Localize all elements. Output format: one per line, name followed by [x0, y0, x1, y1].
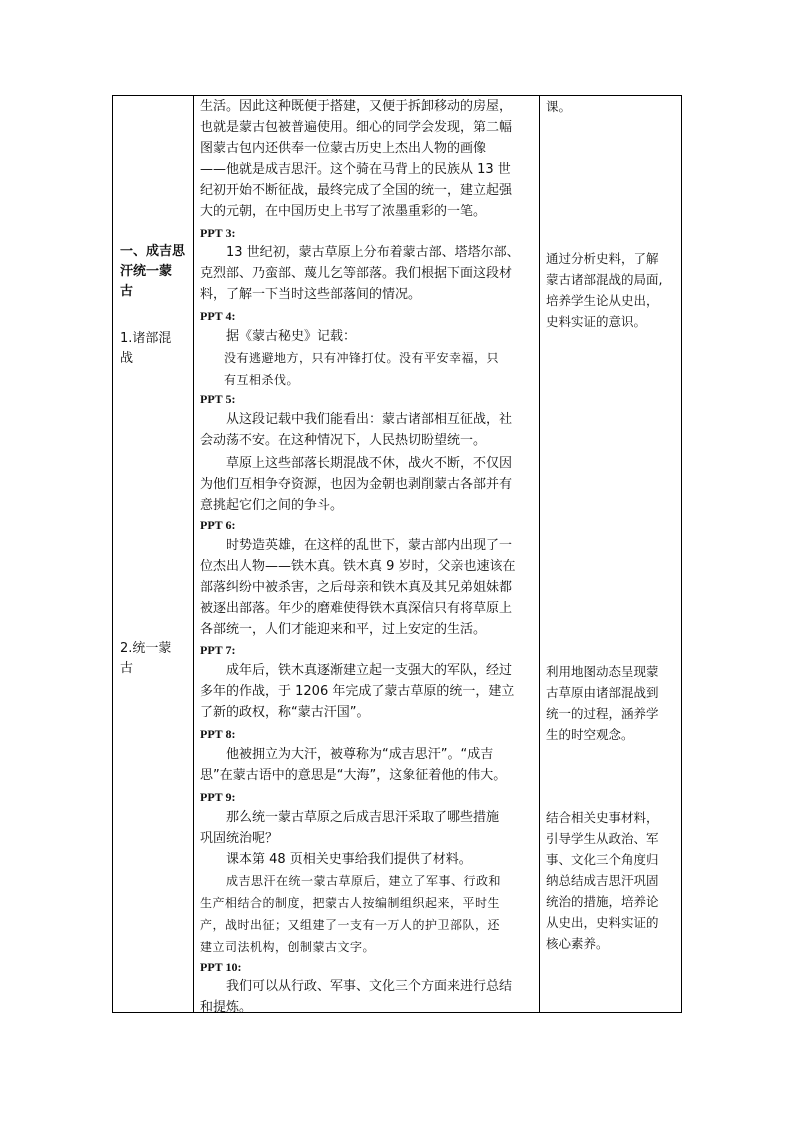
ppt-7-paragraph: 成年后，铁木真逐渐建立起一支强大的军队，经过 多年的作战，于 1206 年完成了蒙古草原的统一，建立 了新的政权，称“蒙古汗国”。: [200, 663, 515, 720]
design-note-2: 利用地图动态呈现蒙 古草原由诸部混战到 统一的过程，涵养学 生的时空观念。: [546, 664, 659, 742]
content-column: [194, 96, 540, 1013]
subsection-title-1: 1.诸部混 战: [120, 331, 172, 366]
ppt-4-paragraph: 据《蒙古秘史》记载：: [226, 329, 357, 344]
ppt-4-label: PPT 4:: [200, 309, 236, 323]
ppt-10-label: PPT 10:: [200, 960, 242, 974]
table-row: [113, 96, 682, 1013]
ppt-6-label: PPT 6:: [200, 518, 236, 532]
lesson-plan-table: [112, 95, 682, 1013]
ppt-10-paragraph: 我们可以从行政、军事、文化三个方面来进行总结 和提炼。: [200, 979, 513, 1015]
ppt-9-paragraph-2: 课本第 48 页相关史事给我们提供了材料。: [226, 852, 472, 867]
ppt-9-paragraph-1: 那么统一蒙古草原之后成吉思汗采取了哪些措施 巩固统治呢？: [200, 810, 500, 846]
notes-column: [540, 96, 682, 1013]
ppt-8-paragraph: 他被拥立为大汗，被尊称为“成吉思汗”。“成吉 思”在蒙古语中的意思是“大海”，这象征着他的伟大。: [200, 747, 507, 783]
ppt-7-label: PPT 7:: [200, 643, 236, 657]
ppt-5-paragraph-1: 从这段记载中我们能看出：蒙古诸部相互征战，社 会动荡不安。在这种情况下，人民热切盼望统一。: [200, 412, 513, 448]
notes-continuation: 课。: [546, 99, 572, 114]
ppt-9-label: PPT 9:: [200, 790, 236, 804]
ppt-6-paragraph: 时势造英雄，在这样的乱世下，蒙古部内出现了一 位杰出人物——铁木真。铁木真 9 岁时，父亲也速该在 部落纠纷中被杀害，之后母亲和铁木真及其兄弟姐妹都 被逐出部落。年少的磨难使得铁木真深信只有将草原上 各部统一，人们才能迎来和平，过上安定的生活。: [200, 538, 516, 637]
design-note-3: 结合相关史事材料， 引导学生从政治、军 事、文化三个角度归 纳总结成吉思汗巩固 统治的措施，培养论 从史出，史料实证的 核心素养。: [546, 810, 659, 951]
ppt-5-label: PPT 5:: [200, 392, 236, 406]
textbook-quote: 成吉思汗在统一蒙古草原后，建立了军事、行政和 生产相结合的制度，把蒙古人按编制组织起来，平时生 产，战时出征；又组建了一支有一万人的护卫部队，还 建立司法机构，创制蒙古文字。: [200, 874, 502, 954]
section-heading: 一、成吉思 汗统一蒙 古: [120, 244, 186, 299]
secret-history-quote: 没有逃避地方，只有冲锋打仗。没有平安幸福，只 有互相杀伐。: [224, 351, 500, 387]
ppt-3-label: PPT 3:: [200, 226, 236, 240]
subsection-title-2: 2.统一蒙 古: [120, 641, 172, 676]
ppt-5-paragraph-2: 草原上这些部落长期混战不休，战火不断，不仅因 为他们互相争夺资源，也因为金朝也剥削蒙古各部并有 意挑起它们之间的争斗。: [200, 456, 513, 513]
section-column: [113, 96, 194, 1013]
ppt-8-label: PPT 8:: [200, 727, 236, 741]
intro-paragraph: 生活。因此这种既便于搭建，又便于拆卸移动的房屋， 也就是蒙古包被普遍使用。细心的同学会发现，第二幅 图蒙古包内还供奉一位蒙古历史上杰出人物的画像 ——他就是成吉思汗。这个骑在马背上的民族从 13 世 纪初开始不断征战，最终完成了全国的统一，建立起强 大的元朝，在中国历史上书写了浓墨重彩的一笔。: [200, 99, 513, 219]
design-note-1: 通过分析史料，了解 蒙古诸部混战的局面, 培养学生论从史出， 史料实证的意识。: [546, 251, 663, 329]
ppt-3-paragraph: 13 世纪初，蒙古草原上分布着蒙古部、塔塔尔部、 克烈部、乃蛮部、蔑儿乞等部落。我们根据下面这段材 料，了解一下当时这些部落间的情况。: [200, 245, 520, 302]
